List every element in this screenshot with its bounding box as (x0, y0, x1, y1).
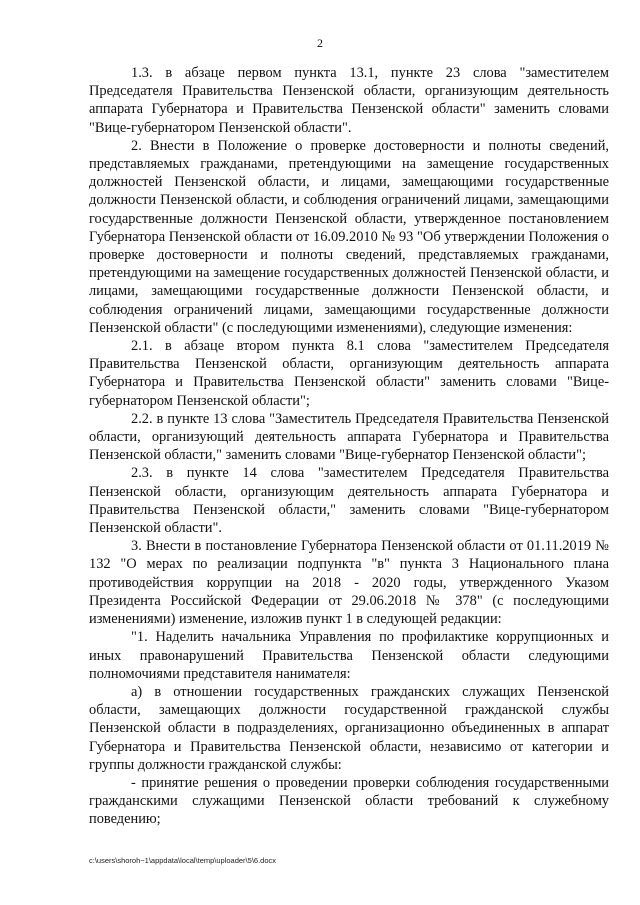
paragraph-3: 3. Внести в постановление Губернатора Пензенской области от 01.11.2019 № 132 "О мерах по реализации подпункта "в" пункта 3 Национального плана противодействия коррупции на 2018 - 2020 годы, утвержденного Указом Президента Российской Федерации от 29.06.2018 № 378" (с последующими изменениями) изменение, изложив пункт 1 в следующей редакции: (89, 538, 609, 628)
paragraph-subpoint-a: а) в отношении государственных гражданских служащих Пензенской области, замещающих должности государственной гражданской службы Пензенской области в подразделениях, организационно объединенных в аппарат Губернатора и Правительства Пензенской области, независимо от категории и группы должности гражданской службы: (89, 683, 609, 773)
paragraph-2-2: 2.2. в пункте 13 слова "Заместитель Председателя Правительства Пензенской области, организующий деятельность аппарата Губернатора и Правительства Пензенской области," заменить словами "Вице-губернатор Пензенской области"; (89, 410, 609, 464)
paragraph-2: 2. Внести в Положение о проверке достоверности и полноты сведений, представляемых гражданами, претендующими на замещение государственных должностей Пензенской области, и лицами, замещающими государственные должности Пензенской области, и соблюдения ограничений лицами, замещающими государственные должности Пензенской области, утвержденное постановлением Губернатора Пензенской области от 16.09.2010 № 93 "Об утверждении Положения о проверке достоверности и полноты сведений, представляемых гражданами, претендующими на замещение государственных должностей Пензенской области, и лицами, замещающими государственные должности Пензенской области, и соблюдения ограничений лицами, замещающими государственные должности Пензенской области" (с последующими изменениями), следующие изменения: (89, 137, 609, 336)
paragraph-2-1: 2.1. в абзаце втором пункта 8.1 слова "заместителем Председателя Правительства Пензенской области, организующим деятельность аппарата Губернатора и Правительства Пензенской области" заменить словами "Вице-губернатором Пензенской области"; (89, 338, 609, 409)
paragraph-2-3: 2.3. в пункте 14 слова "заместителем Председателя Правительства Пензенской области, организующим деятельность аппарата Губернатора и Правительства Пензенской области," заменить словами "Вице-губернатором Пензенской области". (89, 465, 609, 537)
document-body (89, 64, 609, 829)
footer-file-path: c:\users\shoroh~1\appdata\local\temp\uploader\5\6.docx (89, 856, 276, 865)
paragraph-quote-1: "1. Наделить начальника Управления по профилактике коррупционных и иных правонарушений Правительства Пензенской области следующими полномочиями представителя нанимателя: (89, 629, 609, 682)
paragraph-1-3: 1.3. в абзаце первом пункта 13.1, пункте 23 слова "заместителем Председателя Правительства Пензенской области, организующим деятельность аппарата Губернатора и Правительства Пензенской области" заменить словами "Вице-губернатором Пензенской области". (89, 65, 609, 136)
paragraph-dash-item: - принятие решения о проведении проверки соблюдения государственными гражданскими служащими Пензенской области требований к служебному поведению; (89, 774, 609, 828)
page-number: 2 (317, 36, 323, 50)
